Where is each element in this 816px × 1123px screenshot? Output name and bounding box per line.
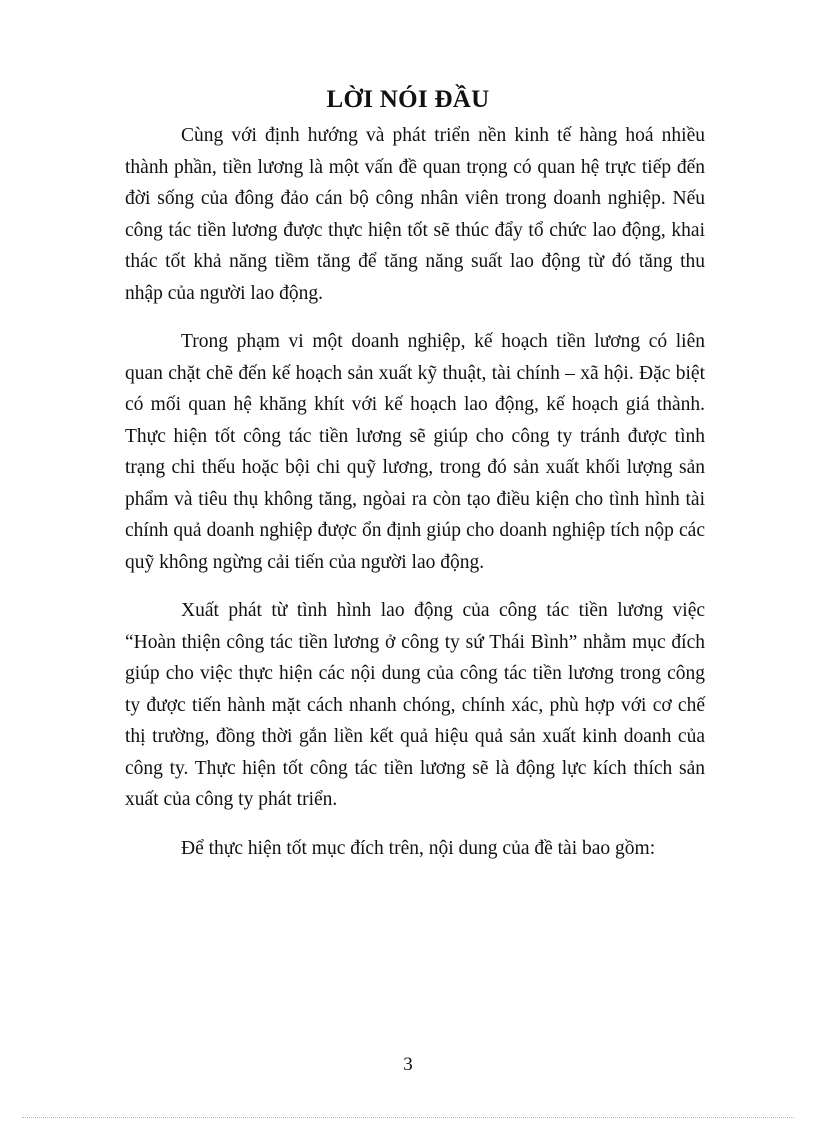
page-title: LỜI NÓI ĐẦU — [326, 85, 490, 113]
paragraph-1: Cùng với định hướng và phát triển nền kinh tế hàng hoá nhiều thành phần, tiền lương là một vấn đề quan trọng có quan hệ trực tiếp đến đời sống của đông đảo cán bộ công nhân viên trong doanh nghiệp. Nếu công tác tiền lương được thực hiện tốt sẽ thúc đẩy tổ chức lao động, khai thác tốt khả năng tiềm tăng để tăng năng suất lao động từ đó tăng thu nhập của người lao động. — [125, 125, 705, 304]
page-number: 3 — [403, 1054, 413, 1075]
page-bottom-divider — [22, 1117, 794, 1118]
paragraph-3: Xuất phát từ tình hình lao động của công tác tiền lương việc “Hoàn thiện công tác tiền lương ở công ty sứ Thái Bình” nhằm mục đích giúp cho việc thực hiện các nội dung của công tác tiền lương trong công ty được tiến hành mặt cách nhanh chóng, chính xác, phù hợp với cơ chế thị trường, đồng thời gắn liền kết quả hiệu quả sản xuất kinh doanh của công ty. Thực hiện tốt công tác tiền lương sẽ là động lực kích thích sản xuất của công ty phát triển. — [125, 600, 705, 810]
body-text — [125, 120, 705, 881]
paragraph-4: Để thực hiện tốt mục đích trên, nội dung của đề tài bao gồm: — [181, 837, 656, 859]
paragraph-2: Trong phạm vi một doanh nghiệp, kế hoạch tiền lương có liên quan chặt chẽ đến kế hoạch sản xuất kỹ thuật, tài chính – xã hội. Đặc biệt có mối quan hệ khăng khít với kế hoạch lao động, kế hoạch giá thành. Thực hiện tốt công tác tiền lương sẽ giúp cho công ty tránh được tình trạng chi thếu hoặc bội chi quỹ lương, trong đó sản xuất khối lượng sản phẩm và tiêu thụ không tăng, ngòai ra còn tạo điều kiện cho tình hình tài chính quả doanh nghiệp được ổn định giúp cho doanh nghiệp tích nộp các quỹ không ngừng cải tiến của người lao động. — [125, 331, 705, 573]
